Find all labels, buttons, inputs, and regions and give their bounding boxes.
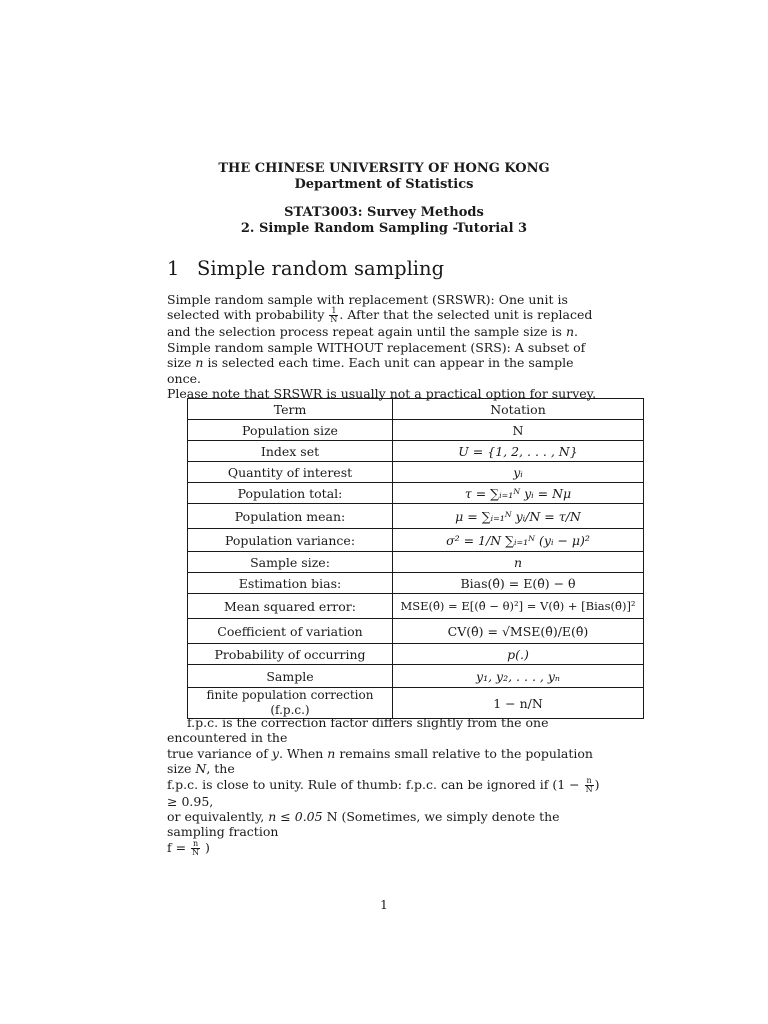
srswr-note: Please note that SRSWR is usually not a practical option for survey. (167, 386, 597, 402)
sample-size-symbol: n (195, 355, 204, 371)
university-name: THE CHINESE UNIVERSITY OF HONG KONG (218, 161, 550, 176)
table-row: Coefficient of variation CV(θ̂) = √MSE(θ̂)/E(θ̂) (188, 619, 644, 644)
table-row: finite population correction (f.p.c.) 1 − n/N (188, 688, 644, 719)
table-row: Population variance: σ² = 1/N ∑ᵢ₌₁ᴺ (yᵢ − μ)² (188, 529, 644, 552)
section-heading (167, 256, 444, 282)
course-title: STAT3003: Survey Methods (284, 205, 484, 220)
srs-definition-prefix: Simple random sample WITHOUT replacement (SRS): A subset of size (167, 339, 586, 371)
fraction-1-over-N: $\frac{1}{N}$ (330, 306, 338, 325)
fraction-n-over-N: $\frac{n}{N}$ (585, 775, 593, 794)
table-row: Estimation bias: Bias(θ̂) = E(θ̂) − θ (188, 573, 644, 594)
notation-table (187, 398, 644, 719)
srs-definition-suffix: is selected each time. Each unit can appear in the sample once. (167, 355, 574, 386)
section-number: 1 (167, 257, 180, 280)
table-row: Mean squared error: MSE(θ̂) = E[(θ̂ − θ)²] = V(θ̂) + [Bias(θ̂)]² (188, 594, 644, 619)
column-header-term: Term (188, 399, 393, 420)
intro-paragraph: Simple random sample with replacement (SRSWR): One unit is selected with probability $\frac{1}{N}$ . After that the selected unit is replaced and the selection process repeat again until the sample size is n. Simple random sample WITHOUT replacement (SRS): A subset of size n is selected each time. Each unit can appear in the sample once. Please note that SRSWR is usually not a practical option for survey. (167, 292, 597, 402)
srswr-definition-suffix: . After that the selected unit is replaced and the selection process repeat again until the sample size is (167, 307, 593, 340)
fpc-paragraph: f.p.c. is the correction factor differs slightly from the one encountered in the true variance of y. When n remains small relative to the population size N, the f.p.c. is close to unity. Rule of thumb: f.p.c. can be ignored if (1 − $\frac{n}{N}$ ) ≥ 0.95, or equivalently, n ≤ 0.05 N (Sometimes, we simply denote the sampling fraction f = $\frac{n}{N}$ ) (167, 715, 600, 857)
table-row: Population mean: μ = ∑ᵢ₌₁ᴺ yᵢ/N = τ/N (188, 504, 644, 529)
department-name: Department of Statistics (294, 177, 474, 192)
column-header-notation: Notation (393, 399, 644, 420)
fraction-n-over-N: $\frac{n}{N}$ (192, 838, 200, 857)
table-row: Sample size: n (188, 552, 644, 573)
table-row: Probability of occurring p(.) (188, 644, 644, 665)
table-row: Population size N (188, 420, 644, 441)
table-row: Index set U = {1, 2, . . . , N} (188, 441, 644, 462)
srswr-definition-prefix: Simple random sample with replacement (SRSWR): One unit is selected with probability (167, 292, 568, 323)
tutorial-title: 2. Simple Random Sampling -Tutorial 3 (240, 221, 528, 236)
section-title: Simple random sampling (197, 257, 445, 280)
table-row: Sample y₁, y₂, . . . , yₙ (188, 665, 644, 688)
table-row: Quantity of interest yᵢ (188, 462, 644, 483)
table-row: Population total: τ = ∑ᵢ₌₁ᴺ yᵢ = Nμ (188, 483, 644, 504)
page-number: 1 (380, 898, 388, 912)
table-header-row (188, 399, 644, 420)
sample-size-symbol: n (565, 324, 575, 340)
